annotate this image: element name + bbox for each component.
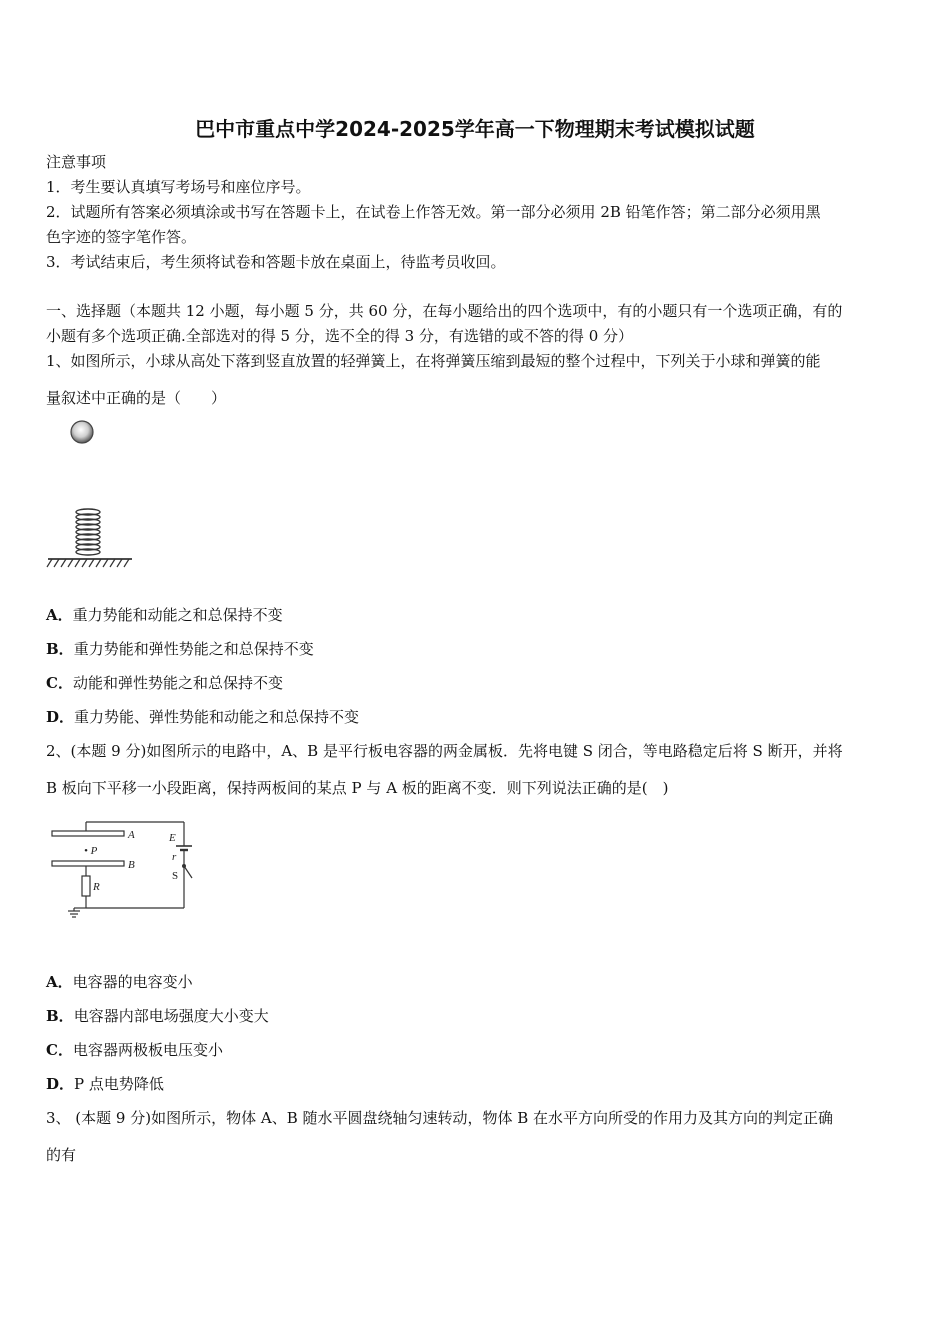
plate-a [52, 831, 124, 836]
notice-item: 色字迹的签字笔作答。 [46, 228, 197, 246]
resistor-icon [82, 876, 90, 896]
question-1-stem: 1、如图所示，小球从高处下落到竖直放置的轻弹簧上，在将弹簧压缩到最短的整个过程中，下列关于小球和弹簧的能 [46, 352, 821, 370]
section-instruction: 小题有多个选项正确.全部选对的得 5 分，选不全的得 3 分，有选错的或不答的得 0 分） [46, 327, 634, 345]
option-label: B． [46, 640, 74, 658]
q2-option-b [46, 1006, 269, 1026]
label-r-internal: r [172, 851, 177, 863]
option-text: 电容器的电容变小 [72, 973, 193, 991]
q1-option-c [46, 673, 283, 693]
label-b: B [128, 859, 135, 871]
option-text: 动能和弹性势能之和总保持不变 [72, 674, 283, 692]
question-2-stem: B 板向下平移一小段距离，保持两板间的某点 P 与 A 板的距离不变．则下列说法正确的是( ) [46, 779, 669, 797]
q1-option-a [46, 605, 283, 625]
label-r-resistor: R [93, 881, 100, 893]
question-2-stem: 2、(本题 9 分)如图所示的电路中，A、B 是平行板电容器的两金属板．先将电键 S 闭合，等电路稳定后将 S 断开，并将 [46, 742, 843, 760]
option-label: C． [46, 1041, 73, 1059]
option-text: 电容器内部电场强度大小变大 [73, 1007, 269, 1025]
question-1-stem: 量叙述中正确的是（ ） [46, 389, 227, 407]
label-a: A [128, 829, 135, 841]
q1-option-b [46, 639, 314, 659]
notice-item: 2．试题所有答案必须填涂或书写在答题卡上，在试卷上作答无效。第一部分必须用 2B 铅笔作答；第二部分必须用黑 [46, 203, 821, 221]
ground-icon [47, 559, 132, 567]
option-label: A． [46, 606, 73, 624]
option-label: C． [46, 674, 73, 692]
label-e: E [169, 832, 176, 844]
switch-lever [184, 866, 192, 878]
label-s: S [172, 870, 179, 882]
question-3-stem: 3、 (本题 9 分)如图所示，物体 A、B 随水平圆盘绕轴匀速转动，物体 B 在水平方向所受的作用力及其方向的判定正确 [46, 1109, 834, 1127]
label-p: • P [84, 845, 98, 857]
q2-option-d [46, 1074, 164, 1094]
ball-icon [71, 421, 93, 443]
option-text: 重力势能和动能之和总保持不变 [72, 606, 283, 624]
notice-item: 1．考生要认真填写考场号和座位序号。 [46, 178, 311, 196]
spring-icon [76, 509, 100, 555]
q2-option-a [46, 972, 193, 992]
plate-b [52, 861, 124, 866]
option-text: 电容器两极板电压变小 [72, 1041, 223, 1059]
option-label: D． [46, 708, 75, 726]
capacitor-circuit-figure [44, 818, 194, 928]
ground-icon [68, 911, 80, 917]
ball-spring-figure [44, 416, 144, 576]
q1-option-d [46, 707, 359, 727]
option-label: D． [46, 1075, 75, 1093]
option-text: 重力势能和弹性势能之和总保持不变 [73, 640, 314, 658]
option-text: 重力势能、弹性势能和动能之和总保持不变 [74, 708, 360, 726]
option-label: A． [46, 973, 73, 991]
option-label: B． [46, 1007, 74, 1025]
page-title: 巴中市重点中学2024-2025学年高一下物理期末考试模拟试题 [195, 117, 755, 141]
q2-option-c [46, 1040, 223, 1060]
question-3-stem: 的有 [46, 1146, 77, 1164]
option-text: P 点电势降低 [74, 1075, 164, 1093]
notice-heading: 注意事项 [46, 153, 107, 171]
notice-item: 3．考试结束后，考生须将试卷和答题卡放在桌面上，待监考员收回。 [46, 253, 506, 271]
section-instruction: 一、选择题（本题共 12 小题，每小题 5 分，共 60 分，在每小题给出的四个选项中，有的小题只有一个选项正确，有的 [46, 302, 843, 320]
